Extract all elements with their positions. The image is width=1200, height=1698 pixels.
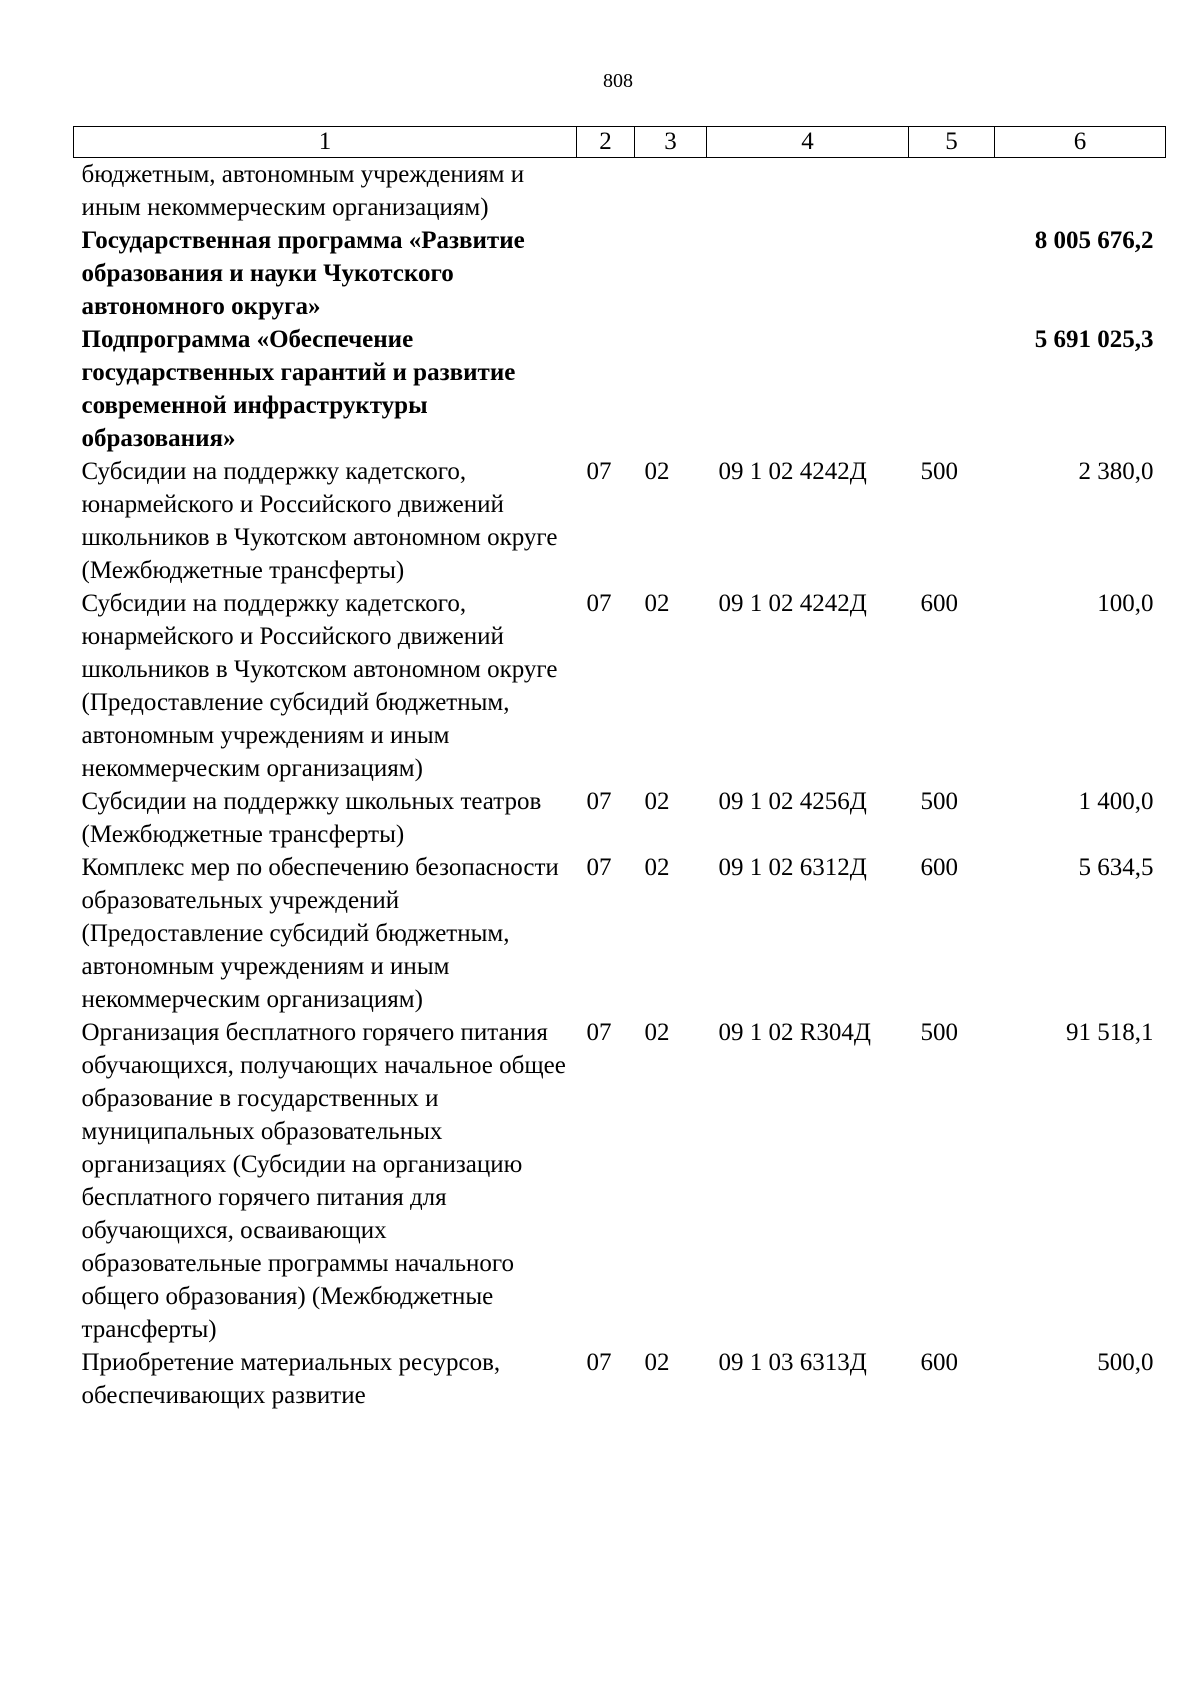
row-target-article: 09 1 02 R304Д: [718, 1019, 871, 1046]
row-amount: 5 691 025,3: [1034, 326, 1154, 353]
row-target-article: 09 1 02 4242Д: [718, 590, 867, 617]
row-amount: 1 400,0: [1078, 788, 1154, 815]
row-subsection: [635, 323, 707, 455]
table-row: [74, 587, 1166, 785]
table-row: [74, 158, 1166, 225]
column-header-5: 5: [909, 127, 995, 158]
budget-table: [73, 126, 1166, 1412]
row-name: Организация бесплатного горячего питания обучающихся, получающих начальное общее образование в государственных и муниципальных образовательных организациях (Субсидии на организацию бесплатного горячего питания для обучающихся, осваивающих образовательные программы начального общего образования) (Межбюджетные трансферты): [81, 1019, 566, 1343]
row-target-article: 09 1 02 4242Д: [718, 458, 867, 485]
row-target-article: 09 1 03 6313Д: [718, 1349, 867, 1376]
row-name: Субсидии на поддержку кадетского, юнармейского и Российского движений школьников в Чукотском автономном округе (Межбюджетные трансферты): [81, 458, 558, 584]
table-row: [74, 1346, 1166, 1412]
row-amount: 91 518,1: [1066, 1019, 1154, 1046]
column-number-row: [74, 127, 1166, 158]
row-expense-type: 500: [920, 788, 958, 815]
row-section: [577, 323, 635, 455]
row-expense-type: 600: [920, 854, 958, 881]
row-name: Субсидии на поддержку школьных театров (Межбюджетные трансферты): [81, 788, 542, 848]
page-number: 808: [603, 70, 633, 92]
row-target-article: [707, 323, 909, 455]
row-section: [577, 158, 635, 225]
row-name: Субсидии на поддержку кадетского, юнармейского и Российского движений школьников в Чукотском автономном округе (Предоставление субсидий бюджетным, автономным учреждениям и иным некоммерческим организациям): [81, 590, 558, 782]
row-section: 07: [586, 854, 612, 881]
row-section: 07: [586, 788, 612, 815]
row-expense-type: 600: [920, 590, 958, 617]
row-target-article: [707, 224, 909, 323]
row-target-article: [707, 158, 909, 225]
row-section: 07: [586, 458, 612, 485]
row-expense-type: 600: [920, 1349, 958, 1376]
row-expense-type: 500: [920, 1019, 958, 1046]
row-subsection: 02: [644, 458, 670, 485]
row-subsection: 02: [644, 854, 670, 881]
row-amount: 5 634,5: [1078, 854, 1154, 881]
row-amount: 500,0: [1097, 1349, 1154, 1376]
table-row: [74, 1016, 1166, 1346]
row-name: бюджетным, автономным учреждениям и иным некоммерческим организациям): [81, 161, 525, 221]
column-header-3: 3: [635, 127, 707, 158]
table-row: [74, 323, 1166, 455]
table-row: [74, 851, 1166, 1016]
row-amount: 2 380,0: [1078, 458, 1154, 485]
column-header-1: 1: [74, 127, 577, 158]
row-expense-type: [909, 323, 995, 455]
table-row: [74, 785, 1166, 851]
row-subsection: 02: [644, 1019, 670, 1046]
row-section: [577, 224, 635, 323]
row-expense-type: [909, 224, 995, 323]
row-name: Комплекс мер по обеспечению безопасности образовательных учреждений (Предоставление субсидий бюджетным, автономным учреждениям и иным некоммерческим организациям): [81, 854, 559, 1013]
column-header-6: 6: [995, 127, 1166, 158]
row-target-article: 09 1 02 6312Д: [718, 854, 867, 881]
row-amount: [995, 158, 1166, 225]
row-amount: 8 005 676,2: [1034, 227, 1154, 254]
table-row: [74, 455, 1166, 587]
row-name: Государственная программа «Развитие образования и науки Чукотского автономного округа»: [81, 227, 525, 320]
row-subsection: [635, 224, 707, 323]
row-amount: 100,0: [1097, 590, 1154, 617]
row-section: 07: [586, 590, 612, 617]
row-expense-type: 500: [920, 458, 958, 485]
row-expense-type: [909, 158, 995, 225]
row-subsection: 02: [644, 788, 670, 815]
row-subsection: [635, 158, 707, 225]
column-header-4: 4: [707, 127, 909, 158]
row-section: 07: [586, 1349, 612, 1376]
row-name: Приобретение материальных ресурсов, обеспечивающих развитие: [81, 1349, 501, 1409]
row-subsection: 02: [644, 590, 670, 617]
row-target-article: 09 1 02 4256Д: [718, 788, 867, 815]
row-section: 07: [586, 1019, 612, 1046]
row-name: Подпрограмма «Обеспечение государственных гарантий и развитие современной инфраструктуры образования»: [81, 326, 516, 452]
table-row: [74, 224, 1166, 323]
column-header-2: 2: [577, 127, 635, 158]
row-subsection: 02: [644, 1349, 670, 1376]
